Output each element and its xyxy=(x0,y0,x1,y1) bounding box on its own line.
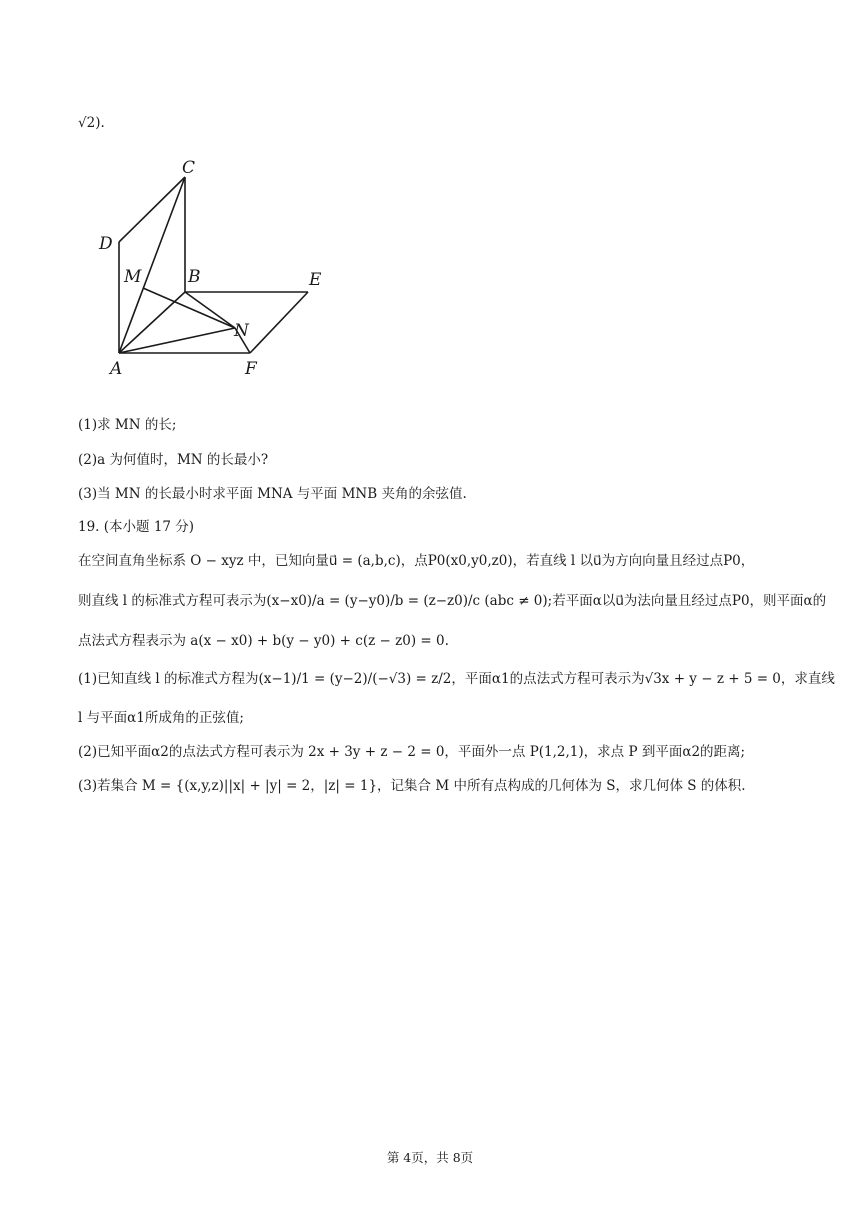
label-B: B xyxy=(188,267,201,287)
q19-header: 19. (本小题 17 分) xyxy=(78,519,195,535)
q19-intro-line2: 则直线 l 的标准式方程可表示为(x−x0)/a = (y−y0)/b = (z−z0)/c (abc ≠ 0);若平面α以u⃗为法向量且经过点P0，则平面α的 xyxy=(78,593,827,609)
geometry-figure xyxy=(95,152,345,382)
label-M: M xyxy=(124,267,142,287)
q18-part1: (1)求 MN 的长; xyxy=(78,417,177,433)
q19-part3: (3)若集合 M = {(x,y,z)||x| + |y| = 2，|z| = 1}，记集合 M 中所有点构成的几何体为 S，求几何体 S 的体积. xyxy=(78,778,746,794)
q18-part2: (2)a 为何值时，MN 的长最小? xyxy=(78,452,269,468)
q19-part2: (2)已知平面α2的点法式方程可表示为 2x + 3y + z − 2 = 0，平面外一点 P(1,2,1)，求点 P 到平面α2的距离; xyxy=(78,744,746,760)
edge-AN xyxy=(119,328,235,353)
q18-part3: (3)当 MN 的长最小时求平面 MNA 与平面 MNB 夹角的余弦值. xyxy=(78,486,467,502)
label-A: A xyxy=(110,359,123,379)
top-fragment xyxy=(78,113,105,133)
label-C: C xyxy=(182,158,196,178)
q19-intro-line3: 点法式方程表示为 a(x − x0) + b(y − y0) + c(z − z0) = 0. xyxy=(78,633,449,649)
label-N: N xyxy=(234,321,249,341)
q19-part1-line2: l 与平面α1所成角的正弦值; xyxy=(78,710,244,726)
figure-edges xyxy=(119,177,308,353)
top-fragment-text: √2). xyxy=(78,115,105,131)
page-footer: 第 4页，共 8页 xyxy=(386,1150,474,1165)
label-F: F xyxy=(245,359,257,379)
q19-part1-line1: (1)已知直线 l 的标准式方程为(x−1)/1 = (y−2)/(−√3) = z/2，平面α1的点法式方程可表示为√3x + y − z + 5 = 0，求直线 xyxy=(78,671,835,687)
edge-DC xyxy=(119,177,185,242)
q19-intro-line1: 在空间直角坐标系 O − xyz 中，已知向量u⃗ = (a,b,c)，点P0(x0,y0,z0)，若直线 l 以u⃗为方向向量且经过点P0， xyxy=(78,553,755,569)
label-D: D xyxy=(99,234,113,254)
edge-CA xyxy=(119,177,185,353)
edge-EF xyxy=(250,292,308,353)
label-E: E xyxy=(309,270,322,290)
